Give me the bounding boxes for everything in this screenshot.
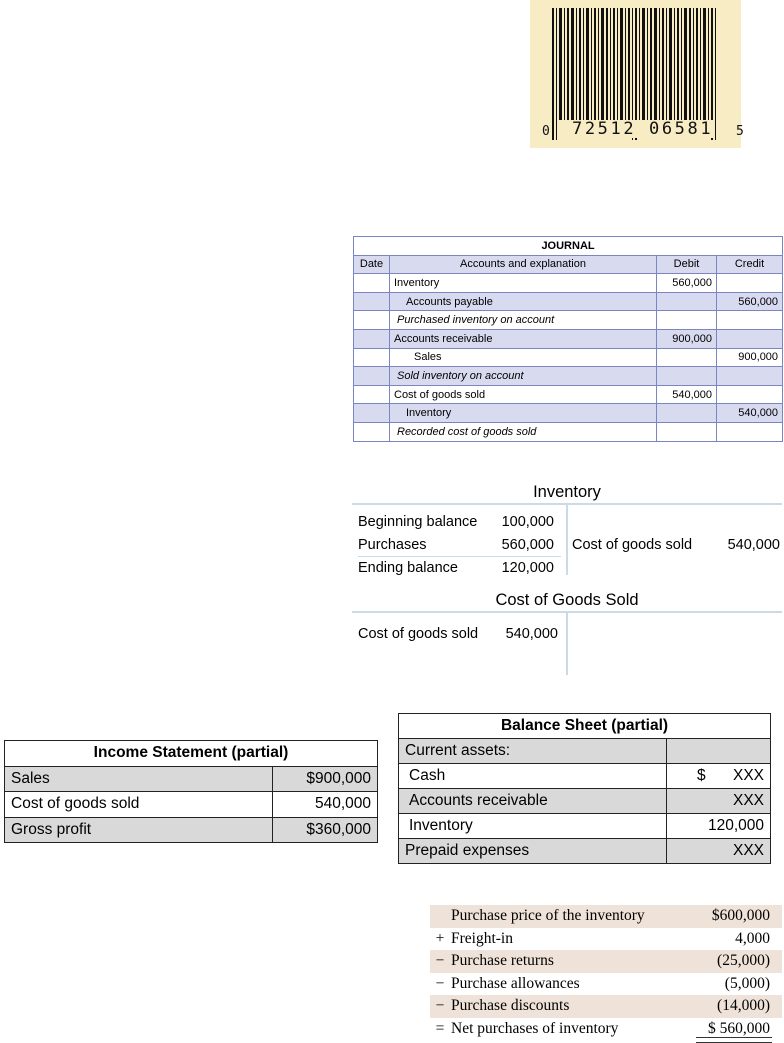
barcode — [530, 0, 744, 148]
journal-debit-cell: 540,000 — [657, 385, 717, 404]
row-amount: XXX — [667, 789, 771, 814]
row-amount: $ 560,000 — [708, 1019, 770, 1037]
row-amount: $900,000 — [273, 766, 378, 792]
journal-date-cell — [354, 367, 390, 386]
row-label: Gross profit — [5, 817, 273, 843]
journal-debit-cell — [657, 348, 717, 367]
journal-date-cell — [354, 311, 390, 330]
double-underline — [696, 1037, 772, 1043]
journal-explanation-cell: Recorded cost of goods sold — [390, 422, 657, 441]
debit-label: Ending balance — [358, 560, 458, 576]
row-amount: 120,000 — [667, 814, 771, 839]
row-label: Freight-in — [451, 929, 513, 947]
journal-debit-cell — [657, 367, 717, 386]
journal-debit-cell: 560,000 — [657, 274, 717, 293]
operator: + — [435, 929, 445, 947]
table-row — [399, 839, 771, 864]
cogs-t-title: Cost of Goods Sold — [495, 591, 639, 609]
journal-credit-cell: 900,000 — [717, 348, 783, 367]
balance-sheet-title: Balance Sheet (partial) — [399, 714, 771, 739]
schedule-row — [430, 995, 782, 1018]
table-row — [5, 792, 378, 818]
journal-explanation-cell: Sold inventory on account — [390, 367, 657, 386]
journal-date-cell — [354, 274, 390, 293]
operator: = — [435, 1019, 445, 1037]
row-label: Sales — [5, 766, 273, 792]
row-amount: 540,000 — [273, 792, 378, 818]
debit-amount: 560,000 — [501, 537, 554, 553]
barcode-digits: 72512 06581 — [572, 119, 714, 139]
journal-header-date: Date — [354, 255, 390, 274]
credit-label: Cost of goods sold — [572, 537, 693, 553]
row-label: Inventory — [399, 814, 667, 839]
debit-amount: 100,000 — [501, 514, 554, 530]
row-label: Purchase price of the inventory — [451, 907, 645, 924]
debit-amount: 540,000 — [505, 626, 558, 642]
row-label: Purchase returns — [451, 952, 554, 969]
row-label: Prepaid expenses — [399, 839, 667, 864]
journal-date-cell — [354, 404, 390, 423]
debit-label: Beginning balance — [358, 514, 478, 530]
journal-header-debit: Debit — [657, 255, 717, 274]
operator: − — [435, 997, 445, 1014]
journal-row — [354, 404, 783, 423]
journal-account-cell: Inventory — [390, 274, 657, 293]
schedule-row — [430, 973, 782, 996]
journal-debit-cell — [657, 404, 717, 423]
journal-table — [353, 236, 783, 442]
row-amount — [667, 764, 771, 789]
t-account-line — [352, 511, 782, 534]
inventory-t-account — [352, 481, 782, 580]
journal-debit-cell — [657, 422, 717, 441]
journal-account-cell: Cost of goods sold — [390, 385, 657, 404]
table-row — [5, 766, 378, 792]
journal-row — [354, 367, 783, 386]
schedule-row — [430, 950, 782, 973]
row-amount: (5,000) — [724, 974, 770, 992]
journal-date-cell — [354, 292, 390, 311]
journal-row — [354, 422, 783, 441]
amount-value: XXX — [733, 767, 765, 784]
barcode-tail-digit: 5 — [736, 124, 744, 139]
journal-credit-cell — [717, 274, 783, 293]
credit-amount: 540,000 — [727, 537, 780, 553]
journal-credit-cell — [717, 311, 783, 330]
table-row — [399, 739, 771, 764]
journal-row — [354, 385, 783, 404]
journal-row — [354, 348, 783, 367]
journal-credit-cell: 540,000 — [717, 404, 783, 423]
journal-title: JOURNAL — [354, 237, 783, 256]
row-label: Cost of goods sold — [5, 792, 273, 818]
journal-date-cell — [354, 329, 390, 348]
net-purchases-schedule — [430, 905, 782, 1040]
journal-row — [354, 329, 783, 348]
journal-credit-cell — [717, 422, 783, 441]
journal-account-cell: Accounts receivable — [390, 329, 657, 348]
journal-header-credit: Credit — [717, 255, 783, 274]
journal-debit-cell — [657, 292, 717, 311]
row-amount: (25,000) — [717, 952, 770, 969]
row-label: Accounts receivable — [399, 789, 667, 814]
barcode-lead-digit: 0 — [542, 124, 550, 139]
schedule-row — [430, 1018, 782, 1041]
journal-row — [354, 292, 783, 311]
operator: − — [435, 952, 445, 969]
row-amount: $360,000 — [273, 817, 378, 843]
row-label: Purchase allowances — [451, 974, 580, 992]
journal-header-accounts: Accounts and explanation — [390, 255, 657, 274]
journal-debit-cell: 900,000 — [657, 329, 717, 348]
journal-row — [354, 311, 783, 330]
row-amount: $600,000 — [711, 907, 770, 924]
income-statement-table — [4, 740, 378, 843]
row-label: Cash — [399, 764, 667, 789]
journal-account-cell: Inventory — [390, 404, 657, 423]
t-account-line — [352, 557, 782, 580]
schedule-row — [430, 928, 782, 951]
operator: − — [435, 974, 445, 992]
row-label: Purchase discounts — [451, 997, 570, 1014]
journal-explanation-cell: Purchased inventory on account — [390, 311, 657, 330]
journal-date-cell — [354, 348, 390, 367]
balance-sheet-table — [398, 713, 771, 864]
table-row — [399, 764, 771, 789]
debit-label: Purchases — [358, 537, 427, 553]
journal-account-cell: Sales — [390, 348, 657, 367]
table-row — [399, 814, 771, 839]
journal-credit-cell — [717, 385, 783, 404]
row-amount: XXX — [667, 839, 771, 864]
row-amount: 4,000 — [735, 929, 770, 947]
journal-credit-cell: 560,000 — [717, 292, 783, 311]
income-statement-title: Income Statement (partial) — [5, 741, 378, 767]
inventory-t-title: Inventory — [533, 483, 601, 501]
journal-credit-cell — [717, 329, 783, 348]
row-label: Net purchases of inventory — [451, 1019, 619, 1037]
journal-date-cell — [354, 422, 390, 441]
t-account-line — [352, 623, 782, 646]
journal-row — [354, 274, 783, 293]
cogs-t-account — [352, 589, 782, 646]
debit-label: Cost of goods sold — [358, 626, 479, 642]
section-label: Current assets: — [399, 739, 667, 764]
schedule-row — [430, 905, 782, 928]
row-amount: (14,000) — [717, 997, 770, 1014]
journal-account-cell: Accounts payable — [390, 292, 657, 311]
empty-cell — [667, 739, 771, 764]
t-account-line — [352, 534, 782, 557]
journal-credit-cell — [717, 367, 783, 386]
debit-amount: 120,000 — [501, 560, 554, 576]
journal-debit-cell — [657, 311, 717, 330]
currency-symbol: $ — [697, 767, 706, 784]
journal-date-cell — [354, 385, 390, 404]
table-row — [5, 817, 378, 843]
table-row — [399, 789, 771, 814]
